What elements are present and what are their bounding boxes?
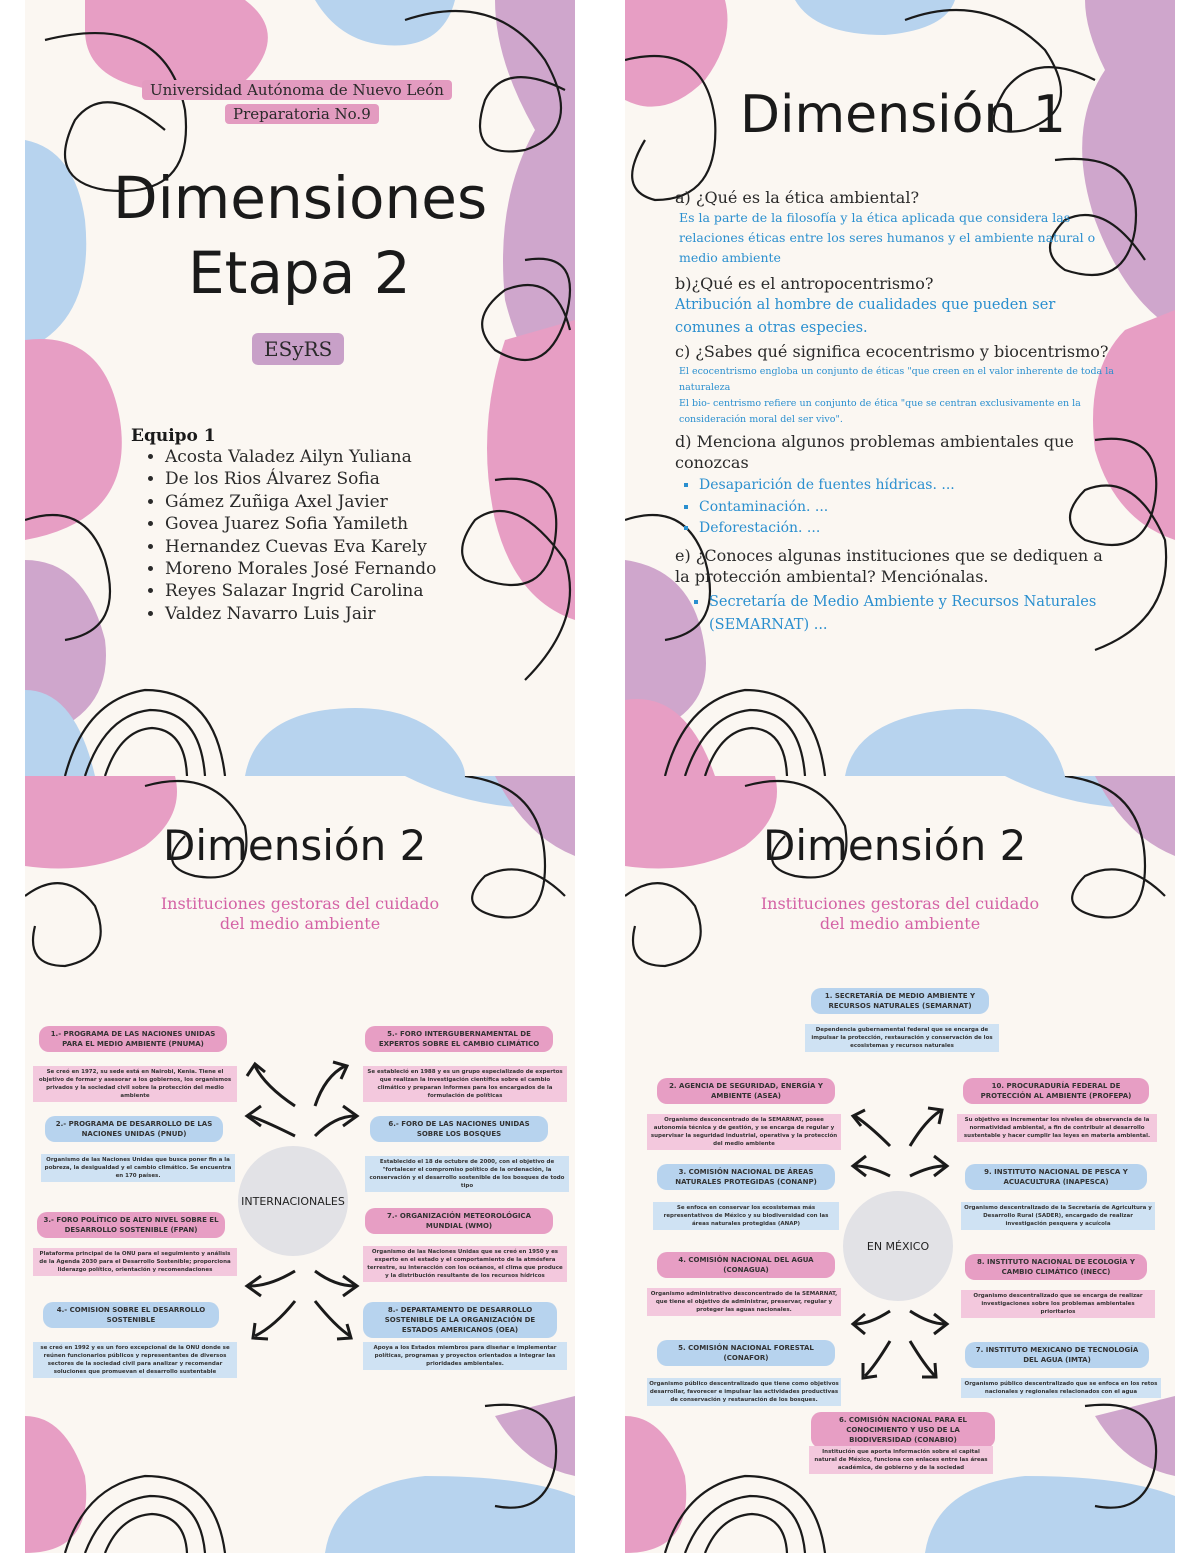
team-members [165,446,436,625]
center-circle: EN MÉXICO [843,1191,953,1301]
member: • Reyes Salazar Ingrid Carolina [165,580,436,602]
member: • Gámez Zuñiga Axel Javier [165,491,436,513]
intl-item-5-desc: Se estableció en 1988 y es un grupo especializado de expertos que realizan la investigación científica sobre el cambio climático y preparan informes para los encargados de la formulación de políticas [363,1066,567,1102]
mx-item-6-desc: Institución que aporta información sobre el capital natural de México, funciona con enlaces entre las áreas académica, de gobierno y de la sociedad [809,1446,993,1474]
mx-item-5-desc: Organismo público descentralizado que tiene como objetivos desarrollar, favorecer e impulsar las actividades productivas de conservación y restauración de los bosques. [647,1378,841,1406]
dimension2-subtitle-line1: Instituciones gestoras del cuidado [160,894,440,913]
mx-item-1-desc: Dependencia gubernamental federal que se encarga de impulsar la protección, restauración y conservación de los ecosistemas y recursos naturales [805,1024,999,1052]
mx-item-2-title: 2. AGENCIA DE SEGURIDAD, ENERGÍA Y AMBIENTE (ASEA) [657,1078,835,1104]
esyrs-badge: ESyRS [252,333,344,365]
dimension2-subtitle-line2: del medio ambiente [219,914,381,933]
cover-title-line1: Dimensiones [113,164,488,232]
cover-title-line2: Etapa 2 [188,239,411,307]
member: • Hernandez Cuevas Eva Karely [165,536,436,558]
dimension2-title: Dimensión 2 [163,821,427,870]
member: • Valdez Navarro Luis Jair [165,603,436,625]
mx-item-7-desc: Organismo público descentralizado que se enfoca en los retos nacionales y regionales relacionados con el agua [961,1378,1161,1398]
intl-item-3-desc: Plataforma principal de la ONU para el seguimiento y análisis de la Agenda 2030 para el Desarrollo Sostenible; proporciona liderazgo político, orientación y recomendaciones [33,1248,237,1276]
qa-block [675,187,1115,637]
question-d: d) Menciona algunos problemas ambientales que conozcas [675,432,1074,472]
question-e: e) ¿Conoces algunas instituciones que se dediquen a la protección ambiental? Menciónalas. [675,545,1103,586]
dimension1-title: Dimensión 1 [740,85,1067,145]
intl-item-2-title: 2.- PROGRAMA DE DESARROLLO DE LAS NACIONES UNIDAS (PNUD) [45,1116,223,1142]
intl-item-7-title: 7.- ORGANIZACIÓN METEOROLÓGICA MUNDIAL (WMO) [365,1208,553,1234]
answer-c1: El ecocentrismo engloba un conjunto de éticas "que creen en el valor inherente de toda la naturaleza [679,366,1114,393]
member: • Moreno Morales José Fernando [165,558,436,580]
mx-item-6-title: 6. COMISIÓN NACIONAL PARA EL CONOCIMIENTO Y USO DE LA BIODIVERSIDAD (CONABIO) [811,1412,995,1448]
mx-item-4-title: 4. COMISIÓN NACIONAL DEL AGUA (CONAGUA) [657,1252,835,1278]
intl-item-8-title: 8.- DEPARTAMENTO DE DESARROLLO SOSTENIBLE DE LA ORGANIZACIÓN DE ESTADOS AMERICANOS (OEA) [363,1302,557,1338]
answer-d-list [675,475,1115,540]
answer-d-item: ▪ Contaminación. ... [699,497,1115,519]
mx-item-10-title: 10. PROCURADURÍA FEDERAL DE PROTECCIÓN AL AMBIENTE (PROFEPA) [963,1078,1149,1104]
intl-item-3-title: 3.- FORO POLÍTICO DE ALTO NIVEL SOBRE EL DESARROLLO SOSTENIBLE (FPAN) [37,1212,225,1238]
mx-item-3-title: 3. COMISIÓN NACIONAL DE ÁREAS NATURALES PROTEGIDAS (CONANP) [657,1164,835,1190]
question-b: b)¿Qué es el antropocentrismo? [675,274,934,293]
mx-item-10-desc: Su objetivo es incrementar los niveles de observancia de la normatividad ambiental, a fin de contribuir al desarrollo sustentable y hacer cumplir las leyes en materia ambiental. [957,1114,1157,1142]
question-c: c) ¿Sabes qué significa ecocentrismo y biocentrismo? [675,342,1109,361]
dimension2-mx-title: Dimensión 2 [763,821,1027,870]
intl-item-1-desc: Se creó en 1972, su sede está en Nairobi, Kenia. Tiene el objetivo de formar y asesorar a los gobiernos, los organismos privados y la sociedad civil sobre la protección del medio ambiente [33,1066,237,1102]
slide-dimension-2-mexico [625,776,1175,1553]
slide-dimension-1 [625,0,1175,776]
school-tag: Preparatoria No.9 [225,104,379,124]
intl-item-4-title: 4.- COMISION SOBRE EL DESARROLLO SOSTENIBLE [43,1302,219,1328]
slide-cover [25,0,575,776]
answer-c2: El bio- centrismo refiere un conjunto de ética "que se centran exclusivamente en la consideración moral del ser vivo". [679,398,1081,425]
team-label: Equipo 1 [131,426,216,446]
intl-item-6-desc: Establecido el 18 de octubre de 2000, con el objetivo de "fortalecer el compromiso político de la ordenación, la conservación y el desarrollo sostenible de los bosques de todo tipo [365,1156,569,1192]
question-a: a) ¿Qué es la ética ambiental? [675,188,920,207]
intl-item-8-desc: Apoya a los Estados miembros para diseñar e implementar políticas, programas y proyectos orientados a integrar las prioridades ambientales. [363,1342,567,1370]
mx-item-9-desc: Organismo descentralizado de la Secretaría de Agricultura y Desarrollo Rural (SADER), encargado de realizar investigación pesquera y acuícola [961,1202,1155,1230]
intl-item-5-title: 5.- FORO INTERGUBERNAMENTAL DE EXPERTOS SOBRE EL CAMBIO CLIMÁTICO [365,1026,553,1052]
intl-item-2-desc: Organismo de las Naciones Unidas que busca poner fin a la pobreza, la desigualdad y el cambio climático. Se encuentra en 170 países. [41,1154,235,1182]
dimension2-mx-subtitle-line2: del medio ambiente [819,914,981,933]
answer-e-list [675,591,1115,637]
mx-item-1-title: 1. SECRETARÍA DE MEDIO AMBIENTE Y RECURSOS NATURALES (SEMARNAT) [811,988,989,1014]
mx-item-7-title: 7. INSTITUTO MEXICANO DE TECNOLOGÍA DEL AGUA (IMTA) [965,1342,1149,1368]
intl-item-4-desc: se creó en 1992 y es un foro excepcional de la ONU donde se reúnen funcionarios públicos y representantes de diversos sectores de la sociedad civil para analizar y recomendar soluciones que promuevan el desarrollo sustentable [33,1342,237,1378]
intl-item-7-desc: Organismo de las Naciones Unidas que se creó en 1950 y es experto en el estado y el comportamiento de la atmósfera terrestre, su interacción con los océanos, el clima que produce y la distribución resultante de los recursos hídricos [363,1246,567,1282]
mx-item-4-desc: Organismo administrativo desconcentrado de la SEMARNAT, que tiene el objetivo de administrar, preservar, regular y proteger las aguas nacionales. [647,1288,841,1316]
answer-a: Es la parte de la filosofía y la ética aplicada que considera las relaciones éticas entre los seres humanos y el ambiente natural o medio ambiente [679,210,1096,265]
member: • Acosta Valadez Ailyn Yuliana [165,446,436,468]
answer-e-item: ▪ Secretaría de Medio Ambiente y Recursos Naturales (SEMARNAT) ... [709,591,1115,637]
mx-item-5-title: 5. COMISIÓN NACIONAL FORESTAL (CONAFOR) [657,1340,835,1366]
answer-b: Atribución al hombre de cualidades que pueden ser comunes a otras especies. [675,297,1056,336]
mx-item-3-desc: Se enfoca en conservar los ecosistemas más representativos de México y su biodiversidad con las áreas naturales protegidas (ANAP) [653,1202,839,1230]
mx-item-8-title: 8. INSTITUTO NACIONAL DE ECOLOGÍA Y CAMBIO CLIMÁTICO (INECC) [965,1254,1147,1280]
slide-dimension-2-international [25,776,575,1553]
member: • De los Rios Álvarez Sofia [165,468,436,490]
mx-item-2-desc: Organismo desconcentrado de la SEMARNAT, posee autonomía técnica y de gestión, y se encarga de regular y supervisar la seguridad industrial, operativa y la protección del medio ambiente [647,1114,841,1150]
answer-d-item: ▪ Deforestación. ... [699,518,1115,540]
mx-item-9-title: 9. INSTITUTO NACIONAL DE PESCA Y ACUACULTURA (INAPESCA) [965,1164,1147,1190]
center-circle: INTERNACIONALES [238,1146,348,1256]
university-tag: Universidad Autónoma de Nuevo León [142,80,452,100]
mx-item-8-desc: Organismo descentralizado que se encarga de realizar investigaciones sobre los problemas ambientales prioritarios [961,1290,1155,1318]
intl-item-1-title: 1.- PROGRAMA DE LAS NACIONES UNIDAS PARA EL MEDIO AMBIENTE (PNUMA) [39,1026,227,1052]
dimension2-mx-subtitle-line1: Instituciones gestoras del cuidado [760,894,1040,913]
answer-d-item: ▪ Desaparición de fuentes hídricas. ... [699,475,1115,497]
member: • Govea Juarez Sofia Yamileth [165,513,436,535]
intl-item-6-title: 6.- FORO DE LAS NACIONES UNIDAS SOBRE LOS BOSQUES [370,1116,548,1142]
